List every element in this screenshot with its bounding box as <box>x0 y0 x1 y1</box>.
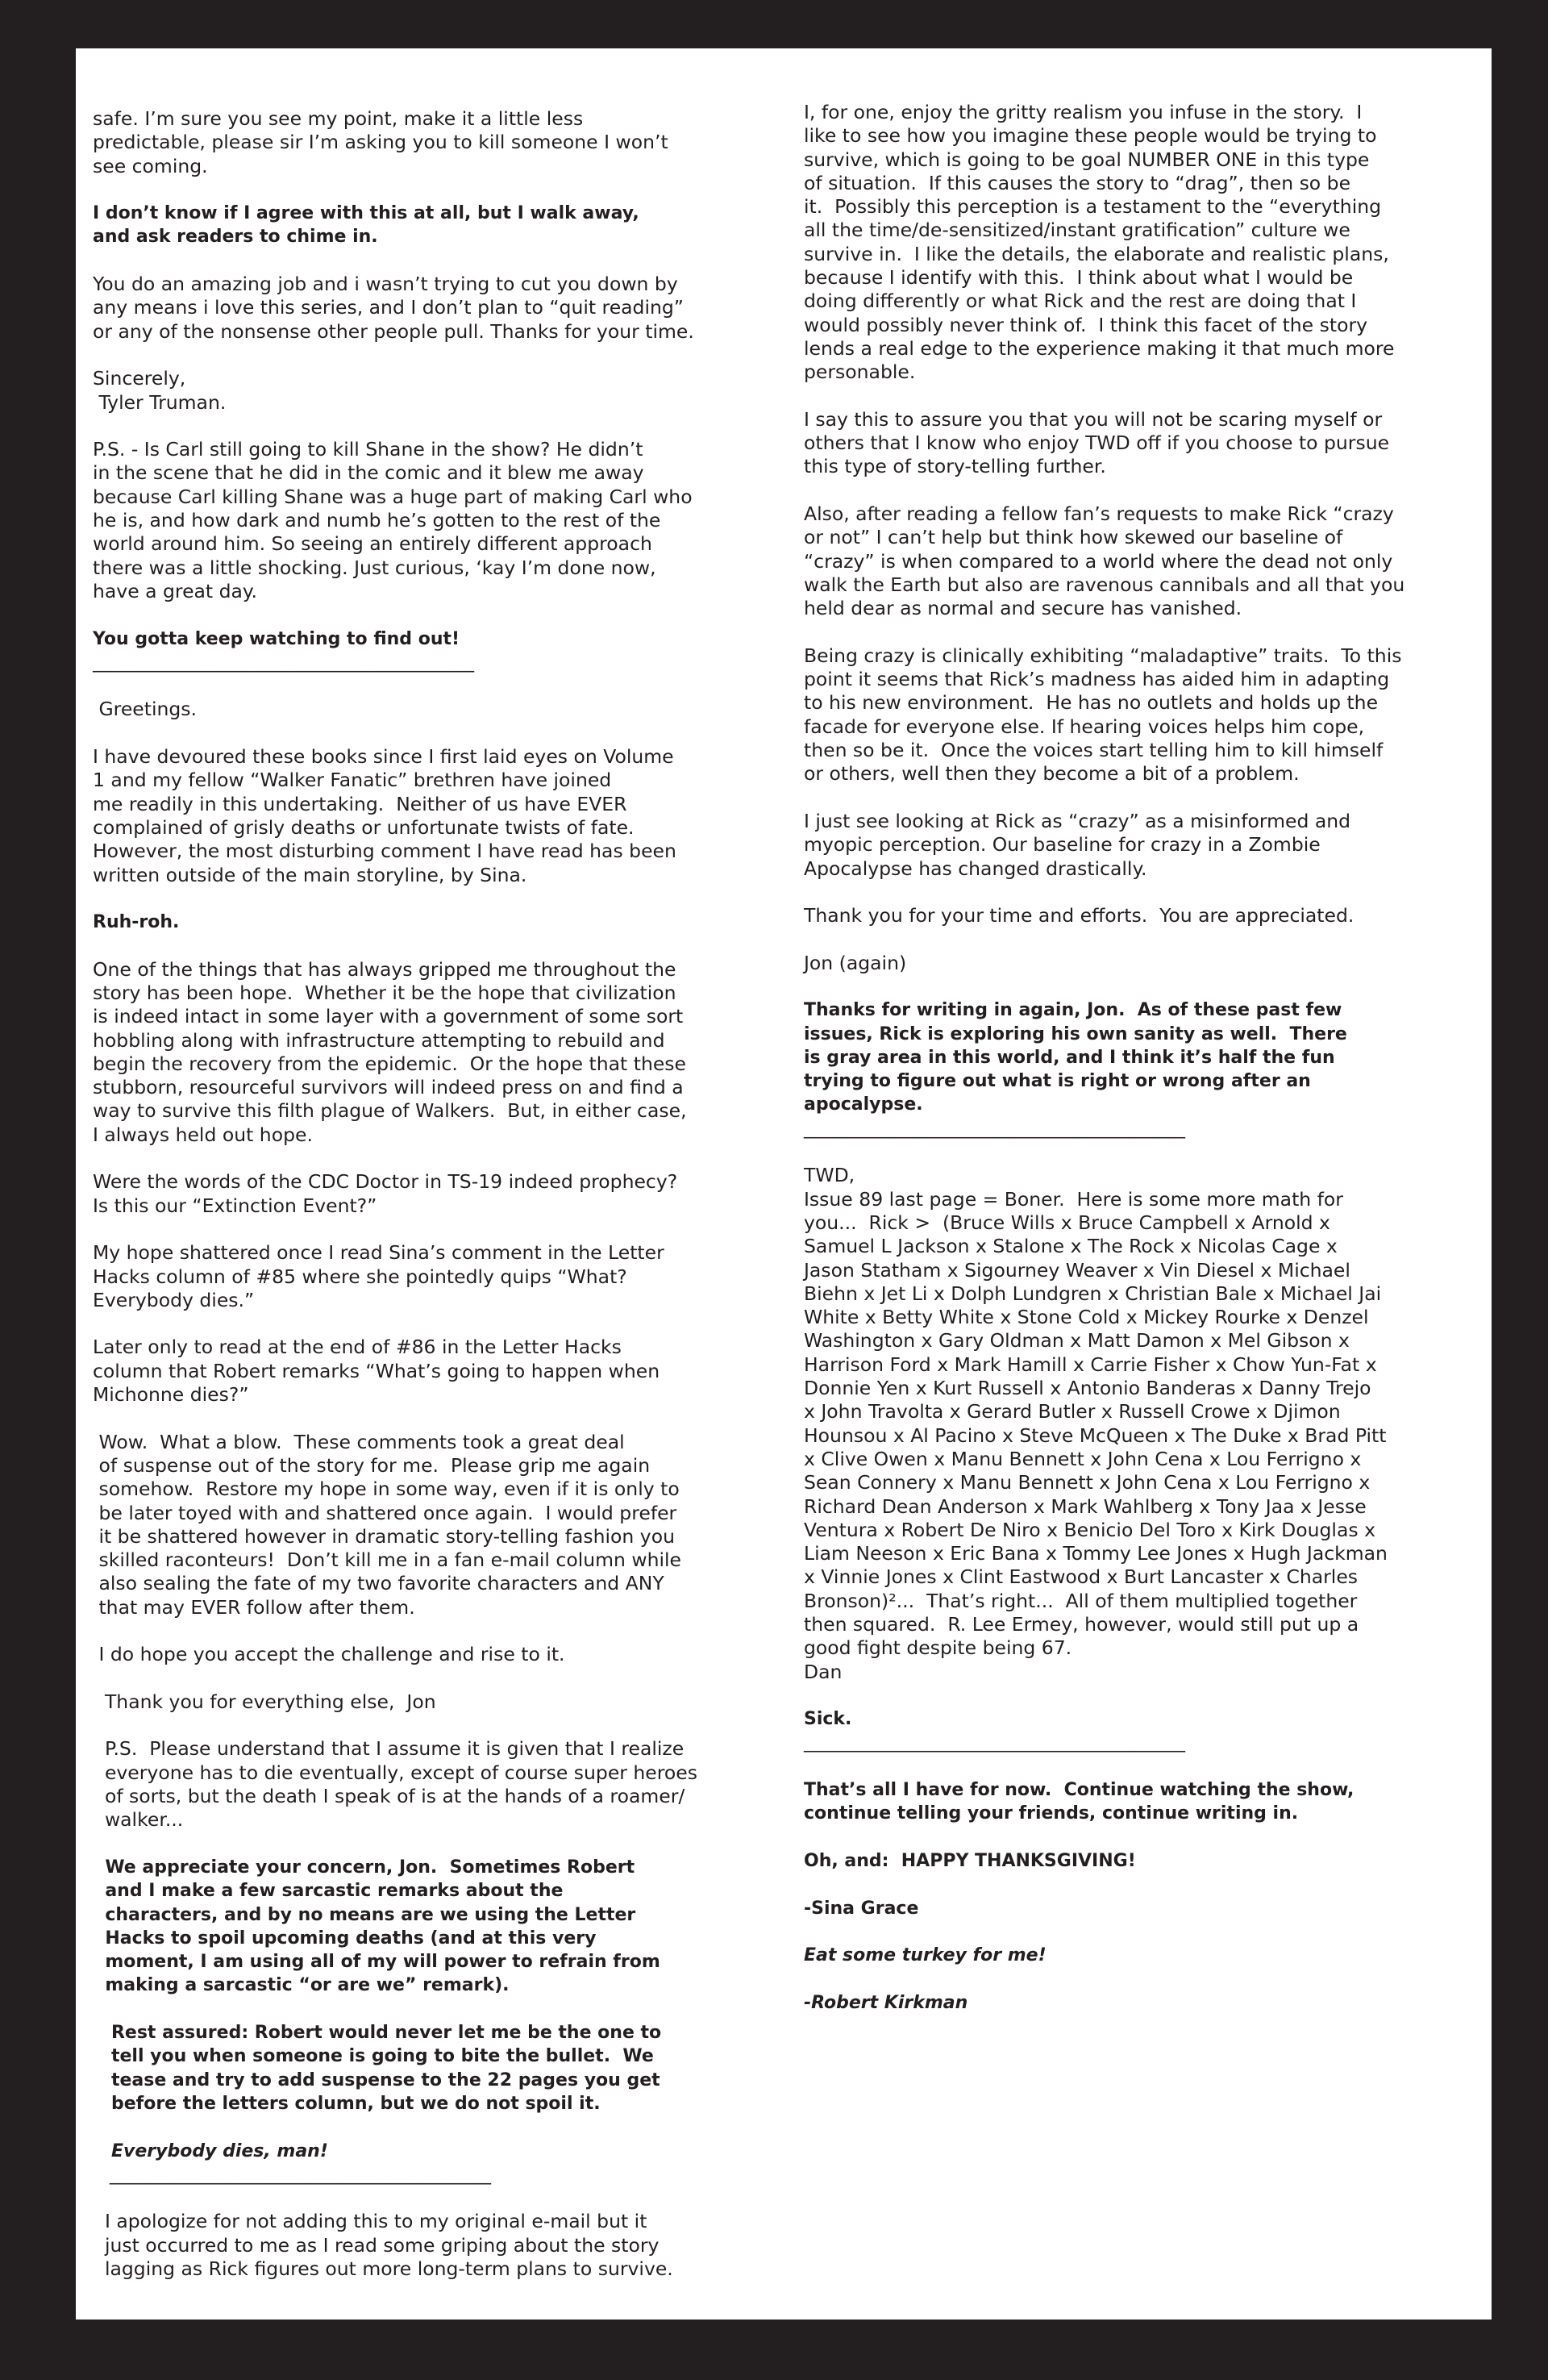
paragraph-text: -Sina Grace <box>804 1898 919 1919</box>
paragraph-text: I say this to assure you that you will not be scaring myself or others that I know who enjoy TWD off if you choose to pursue this type of story-telling further. <box>804 407 1390 478</box>
paragraph-text: I, for one, enjoy the gritty realism you infuse in the story. I like to see how you imagine these people would be trying to survive, which is going to be goal NUMBER ONE in this type of situation. If this causes the story to “drag”, then so be it. Possibly this perception is a testament to the “everything all the time/de-sensitized/instant gratification” culture we survive in. I like the details, the elaborate and realistic plans, because I identify with this. I think about what I would be doing differently or what Rick and the rest are doing that I would possibly never think of. I think this facet of the story lends a real edge to the experience making it that much more personable. <box>804 101 1395 384</box>
paragraph-text: I do hope you accept the challenge and rise to it. <box>93 1643 565 1666</box>
paragraph-text: My hope shattered once I read Sina’s comment in the Letter Hacks column of #85 where she pointedly quips “What? Everybody dies.” <box>93 1241 664 1311</box>
section-divider: ___________________________________________ <box>804 1118 1185 1139</box>
paragraph-text: Sick. <box>804 1709 852 1730</box>
paragraph-text: Also, after reading a fellow fan’s requests to make Rick “crazy or not” I can’t help but think how skewed our baseline of “crazy” is when compared to a world where the dead not only walk the Earth but also are ravenous cannibals and all that you held dear as normal and secure has vanished. <box>804 502 1405 620</box>
paragraph-text: I apologize for not adding this to my original e-mail but it just occurred to me as I read some griping about the story lagging as Rick figures out more long-term plans to survive. <box>104 2210 673 2281</box>
letter-paragraph <box>93 698 786 721</box>
letter-paragraph <box>93 1643 786 1666</box>
section-divider: ___________________________________________ <box>804 1732 1185 1753</box>
paragraph-text: Were the words of the CDC Doctor in TS-19 indeed prophecy? Is this our “Extinction Event?” <box>93 1170 678 1217</box>
paragraph-text: I have devoured these books since I first laid eyes on Volume 1 and my fellow “Walker Fanatic” brethren have joined me readily in this undertaking. Neither of us have EVER complained of grisly deaths or unfortunate twists of fate. However, the most disturbing comment I have read has been written outside of the main storyline, by Sina. <box>93 745 676 886</box>
section-divider: ___________________________________________ <box>93 2164 491 2185</box>
paragraph-text: Thank you for everything else, Jon <box>93 1690 436 1713</box>
paragraph-text: P.S. - Is Carl still going to kill Shane in the show? He didn’t in the scene that he did in the comic and it blew me away because Carl killing Shane was a huge part of making Carl who he is, and how dark and numb he’s gotten to the rest of the world around him. So seeing an entirely different approach there was a little shocking. Just curious, ‘kay I’m done now, have a great day. <box>93 438 693 602</box>
paragraph-text: Jon (again) <box>804 951 907 974</box>
letter-paragraph <box>804 952 1497 975</box>
paragraph-text: Ruh-roh. <box>93 912 180 933</box>
letter-paragraph <box>804 1164 1497 1684</box>
letter-paragraph <box>93 1431 786 1619</box>
paragraph-text: Later only to read at the end of #86 in the Letter Hacks column that Robert remarks “What’s going to happen when Michonne dies?” <box>93 1336 660 1407</box>
paragraph-text: Sincerely, Tyler Truman. <box>93 367 227 414</box>
paragraph-text: I just see looking at Rick as “crazy” as a misinformed and myopic perception. Our baseline for crazy in a Zombie Apocalypse has changed drastically. <box>804 809 1351 880</box>
letter-paragraph <box>93 958 786 1147</box>
letters-page <box>76 48 1492 2320</box>
letter-paragraph <box>804 810 1497 881</box>
paragraph-text: safe. I’m sure you see my point, make it a little less predictable, please sir I’m asking you to kill someone I won’t see coming. <box>93 107 668 177</box>
letter-paragraph <box>93 107 786 178</box>
paragraph-text: -Robert Kirkman <box>804 1992 968 2013</box>
editor-response <box>93 2021 786 2115</box>
letter-paragraph <box>93 273 786 344</box>
letter-paragraph <box>804 644 1497 786</box>
paragraph-text: Everybody dies, man! <box>93 2140 328 2161</box>
letter-paragraph <box>93 1170 786 1218</box>
letter-paragraph <box>93 745 786 887</box>
letter-paragraph <box>93 367 786 415</box>
paragraph-text: TWD, Issue 89 last page = Boner. Here is some more math for you... Rick > (Bruce Wills x Bruce Campbell x Arnold x Samuel L Jackson x Stalone x The Rock x Nicolas Cage x Jason Statham x Sigourney Weaver x Vin Diesel x Michael Biehn x Jet Li x Dolph Lundgren x Christian Bale x Michael Jai White x Betty White x Stone Cold x Mickey Rourke x Denzel Washington x Gary Oldman x Matt Damon x Mel Gibson x Harrison Ford x Mark Hamill x Carrie Fisher x Chow Yun-Fat x Donnie Yen x Kurt Russell x Antonio Banderas x Danny Trejo x John Travolta x Gerard Butler x Russell Crowe x Djimon Hounsou x Al Pacino x Steve McQueen x The Duke x Brad Pitt x Clive Owen x Manu Bennett x John Cena x Lou Ferrigno x Sean Connery x Manu Bennett x John Cena x Lou Ferrigno x Richard Dean Anderson x Mark Wahlberg x Tony Jaa x Jesse Ventura x Robert De Niro x Benicio Del Toro x Kirk Douglas x Liam Neeson x Eric Bana x Tommy Lee Jones x Hugh Jackman x Vinnie Jones x Clint Eastwood x Burt Lancaster x Charles Bronson)²... That’s right... All of them multiplied together then squared. R. Lee Ermey, however, would still put up a good fight despite being 67. Dan <box>804 1164 1388 1683</box>
letter-paragraph <box>804 408 1497 479</box>
paragraph-text: P.S. Please understand that I assume it is given that I realize everyone has to die eventually, except of course super heroes of sorts, but the death I speak of is at the hands of a roamer/ walker... <box>104 1737 697 1832</box>
paragraph-text: Thanks for writing in again, Jon. As of these past few issues, Rick is exploring his own sanity as well. There is gray area in this world, and I think it’s half the fun trying to figure out what is right or wrong after an apocalypse. <box>804 1000 1347 1115</box>
left-column <box>93 107 786 2305</box>
letter-paragraph <box>93 1737 786 1832</box>
right-column <box>804 101 1497 2038</box>
paragraph-text: Wow. What a blow. These comments took a great deal of suspense out of the story for me. Please grip me again somehow. Restore my hope in some way, even if it is only to be later toyed with and shattered once again. I would prefer it be shattered however in dramatic story-telling fashion you skilled raconteurs! Don’t kill me in a fan e-mail column while also sealing the fate of my two favorite characters and ANY that may EVER follow after them. <box>98 1430 682 1619</box>
paragraph-text: Thank you for your time and efforts. You are appreciated. <box>804 904 1354 927</box>
editor-response <box>804 998 1497 1140</box>
letter-paragraph <box>93 438 786 603</box>
paragraph-text: That’s all I have for now. Continue watching the show, continue telling your friends, continue writing in. <box>804 1780 1354 1824</box>
letter-paragraph <box>804 101 1497 385</box>
section-divider: ___________________________________________ <box>93 652 474 673</box>
paragraph-text: We appreciate your concern, Jon. Sometimes Robert and I make a few sarcastic remarks about the characters, and by no means are we using the Letter Hacks to spoil upcoming deaths (and at this very moment, I am using all of my will power to refrain from making a sarcastic “or are we” remark). <box>105 1857 660 1996</box>
letter-paragraph <box>804 904 1497 927</box>
editor-response <box>804 1991 1497 2015</box>
paragraph-text: Being crazy is clinically exhibiting “maladaptive” traits. To this point it seems that Rick’s madness has aided him in adapting to his new environment. He has no outlets and holds up the facade for everyone else. If hearing voices helps him cope, then so be it. Once the voices start telling him to kill himself or others, well then they become a bit of a problem. <box>804 644 1402 786</box>
letter-paragraph <box>93 1690 786 1714</box>
paragraph-text: One of the things that has always gripped me throughout the story has been hope. Whether it be the hope that civilization is indeed intact in some layer with a government of some sort hobbling along with infrastructure attempting to rebuild and begin the recovery from the epidemic. Or the hope that these stubborn, resourceful survivors will indeed press on and find a way to survive this filth plague of Walkers. But, in either case, I always held out hope. <box>93 957 687 1146</box>
letter-paragraph <box>93 2210 786 2281</box>
letter-paragraph <box>804 502 1497 620</box>
paragraph-text: You gotta keep watching to find out! <box>93 628 460 649</box>
editor-response <box>93 627 786 675</box>
editor-response <box>93 1856 786 1998</box>
paragraph-text: Rest assured: Robert would never let me be the one to tell you when someone is going to bite the bullet. We tease and try to add suspense to the 22 pages you get before the letters column, but we do not spoil it. <box>110 2023 662 2114</box>
paragraph-text: I don’t know if I agree with this at all, but I walk away, and ask readers to chime in. <box>93 203 639 248</box>
editor-response <box>804 1944 1497 1967</box>
letter-paragraph <box>93 1241 786 1312</box>
editor-response <box>93 911 786 934</box>
editor-response <box>93 2140 786 2187</box>
paragraph-text: You do an amazing job and i wasn’t trying to cut you down by any means i love this series, and I don’t plan to “quit reading” or any of the nonsense other people pull. Thanks for your time. <box>93 273 694 343</box>
paragraph-text: Greetings. <box>93 698 198 721</box>
editor-response <box>93 202 786 249</box>
editor-response <box>804 1897 1497 1920</box>
editor-response <box>804 1849 1497 1873</box>
paragraph-text: Eat some turkey for me! <box>804 1945 1047 1966</box>
letter-paragraph <box>93 1336 786 1407</box>
editor-response <box>804 1707 1497 1755</box>
editor-response <box>804 1778 1497 1826</box>
paragraph-text: Oh, and: HAPPY THANKSGIVING! <box>804 1850 1136 1871</box>
